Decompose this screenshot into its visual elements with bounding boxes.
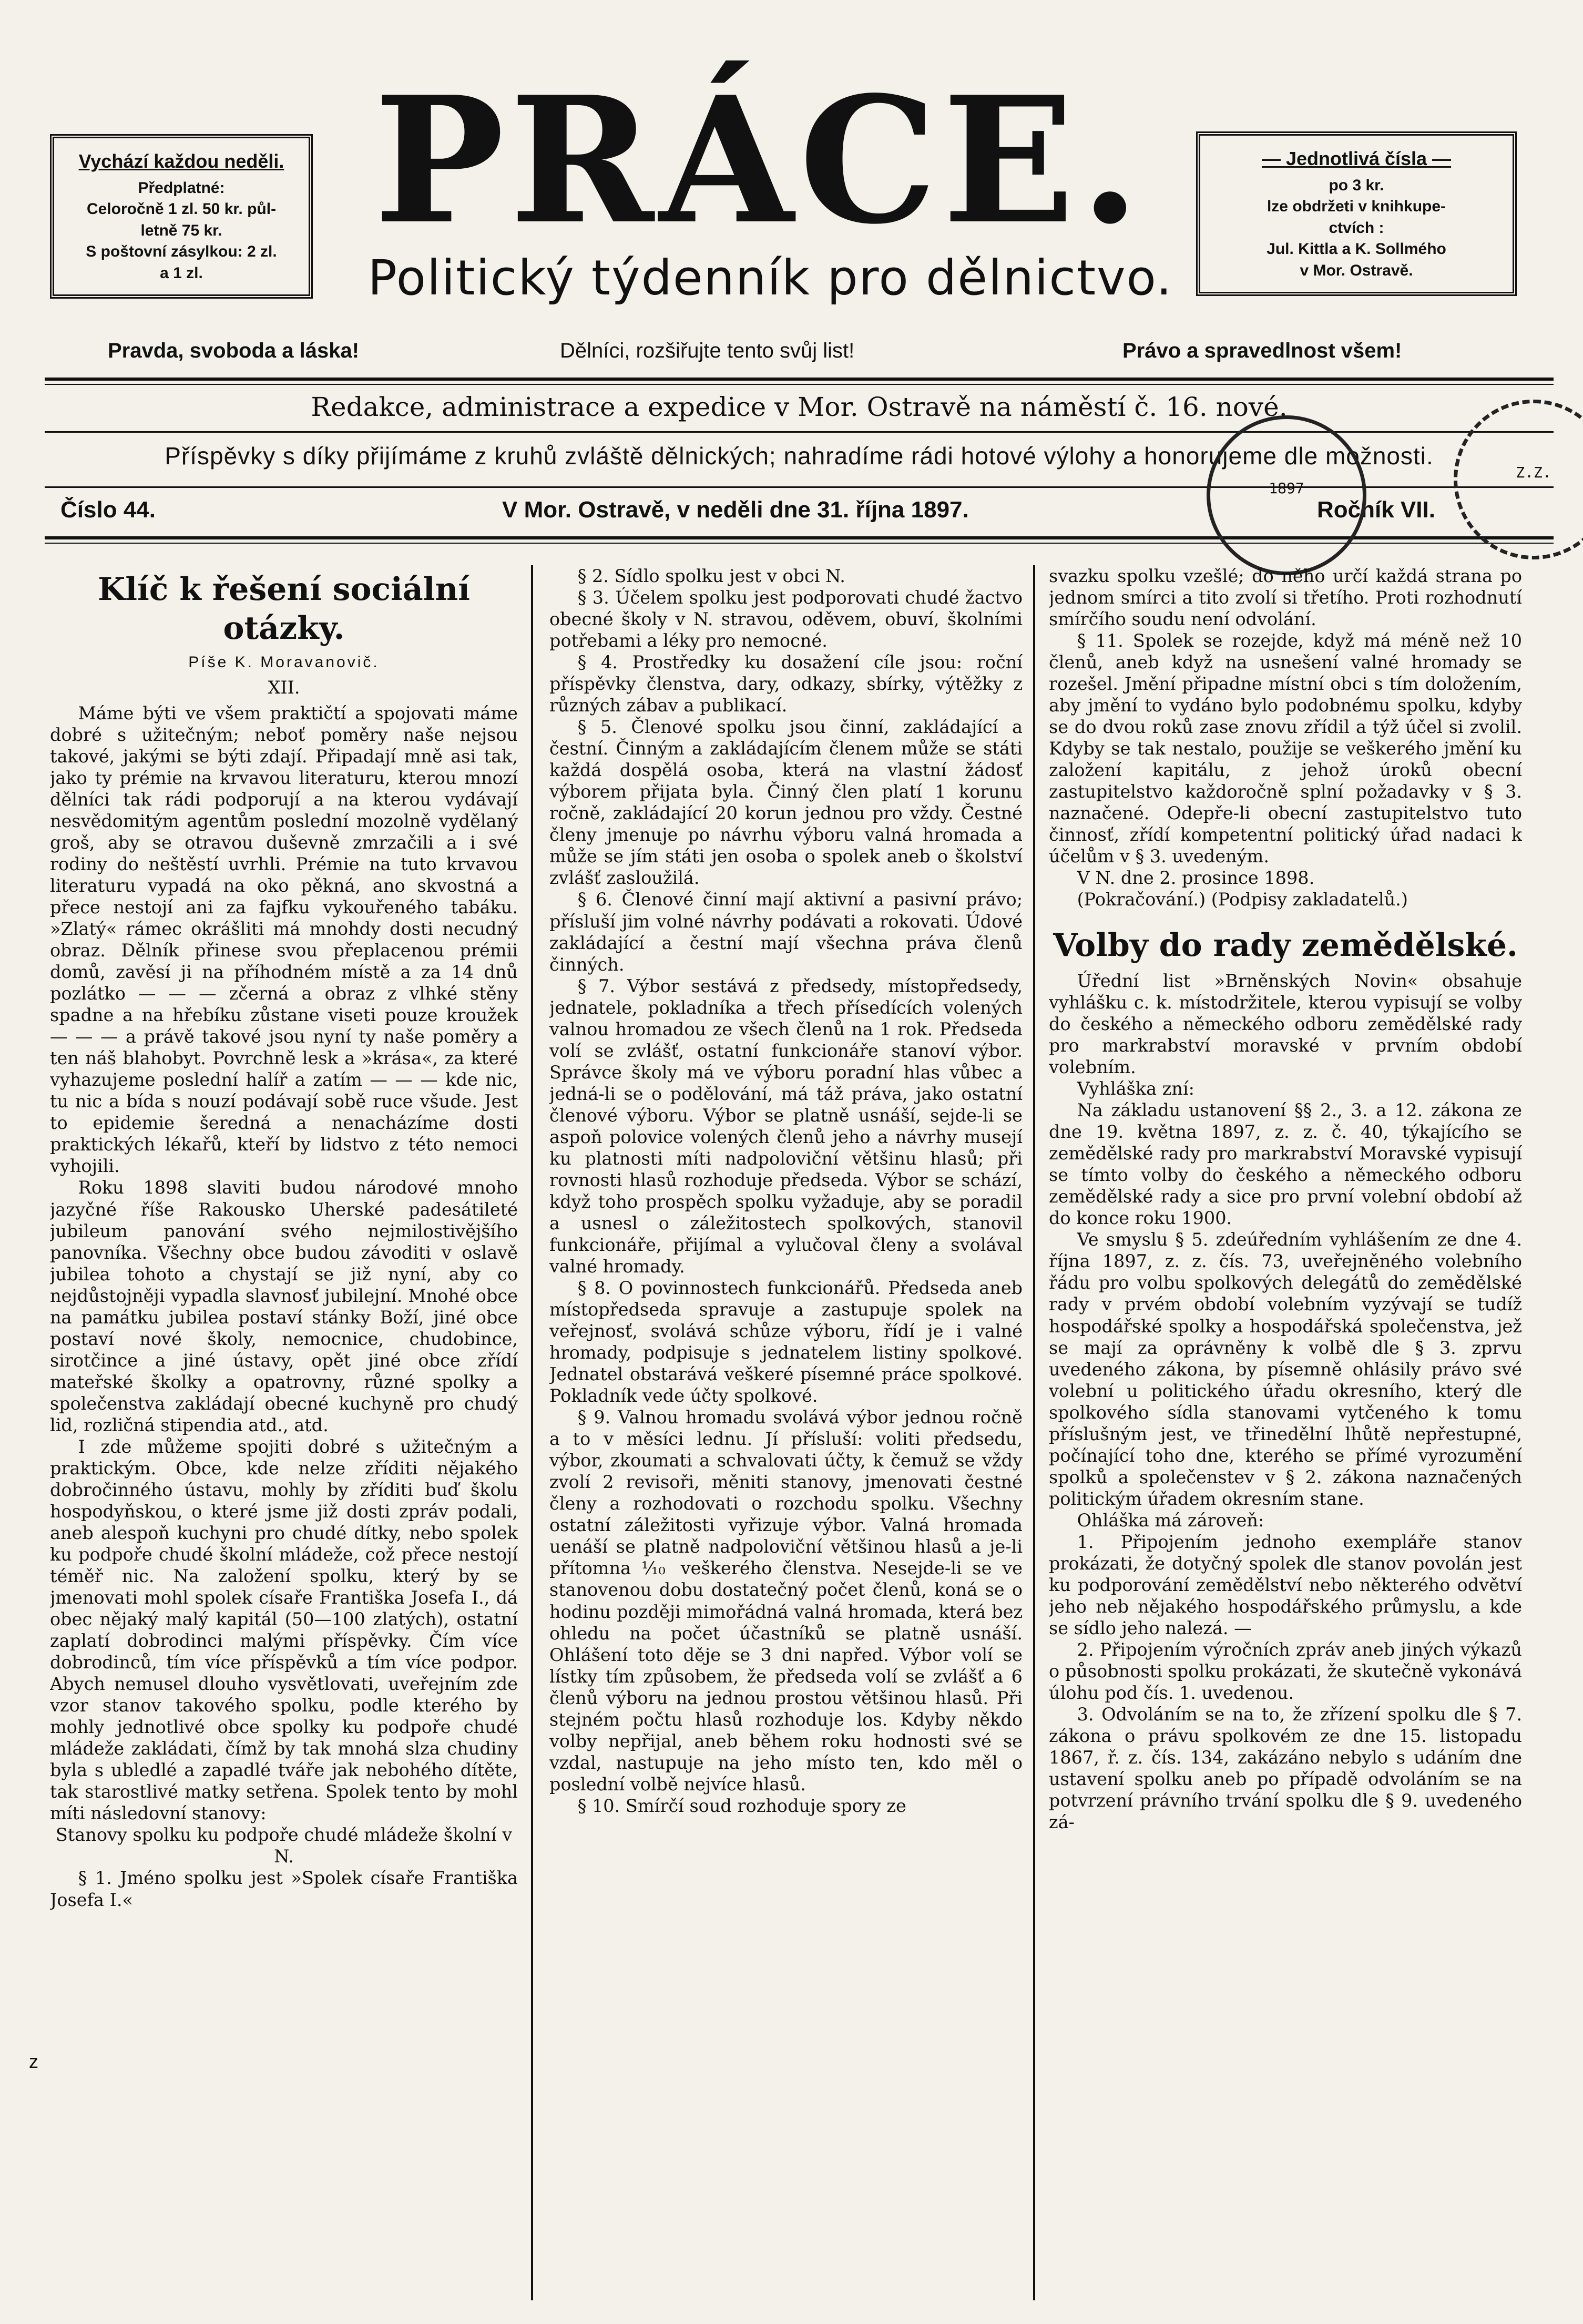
article-byline: Píše K. Moravanovič. [188,654,380,671]
article-paragraph: Na základu ustanovení §§ 2., 3. a 12. zákona ze dne 19. května 1897, z. z. č. 40, týkajícího se zemědělské rady pro markrabství Moravské vypisují se tímto volby do českého a německého odboru zemědělské rady a sice pro první volební období až do konce roku 1900. [1049,1100,1522,1229]
article-title: Volby do rady zemědělské. [1053,926,1518,964]
continuation-note: (Pokračování.) (Podpisy zakladatelů.) [1077,889,1408,910]
statute-paragraph: § 8. O povinnostech funkcionářů. Předseda aneb místopředseda spravuje a zastupuje spolek na veřejnosť, svolává schůze výboru, řídí je i valné hromady, podpisuje s jednatelem listiny spolkové. Jednatel obstarává veškeré písemné práce spolkové. Pokladník vede účty spolkové. [549,1278,1023,1406]
statute-paragraph: § 10. Smírčí soud rozhoduje spory ze [577,1795,906,1816]
motto-right: Právo a spravedlnost všem! [1122,339,1402,362]
single-issue-line: po 3 kr. [1329,176,1384,194]
statute-paragraph: § 4. Prostředky ku dosažení cíle jsou: roční příspěvky členstva, dary, odkazy, sbírky, výtěžky z různých zábav a publikací. [549,652,1023,716]
statute-paragraph: § 6. Členové činní mají aktivní a pasivní právo; přísluší jim volné návrhy podávati a rokovati. Údové zakládající a čestní mají všechna práva členů činných. [549,889,1023,975]
statute-paragraph: svazku spolku vzešlé; do něho určí každá strana po jednom smírci a tito zvolí si třetího. Proti rozhodnutí smírčího soudu není odvolání. [1049,566,1522,630]
contributions-notice: Příspěvky s díky přijímáme z kruhů zvláště dělnických; nahradíme rádi hotové výlohy a honorujeme dle možnosti. [165,442,1434,470]
header-divider [45,384,1554,385]
motto-center: Dělníci, rozšiřujte tento svůj list! [560,339,855,362]
article-paragraph: 2. Připojením výročních zpráv aneb jiných výkazů o působnosti spolku prokázati, že skutečně vykonává úlohu pod čís. 1. uvedenou. [1049,1639,1522,1704]
issue-date: V Mor. Ostravě, v neděli dne 31. října 1897. [502,497,969,523]
newspaper-page [29,0,1554,2324]
motto-left: Pravda, svoboda a láska! [108,339,360,362]
article-paragraph: Máme býti ve všem praktičtí a spojovati máme dobré s užitečným; neboť poměry naše nejsou takové, jakými se býti zdají. Připadají mně asi tak, jako ty prémie na krvavou literaturu, kterou mnozí dělníci tak rádi podporují a na kterou vydávají nesvědomitým agentům poslední mozolně vydělaný groš, aby se otravou duševně zmrzačili a i své rodiny do neštěstí uvrhli. Prémie na tuto krvavou literaturu vypadá na oko pěkná, ano skvostná a přece nestojí ani za fajfku vykouřeného tabáku. »Zlatý« rámec okrášliti má mnohdy dosti necudný obraz. Dělník přinese svou přeplacenou prémii domů, zavěsí ji na příhodném místě a za 14 dnů pozlátko — — — zčerná a obraz z vlhké stěny spadne a na hřebíku zůstane viseti pouze kroužek — — — a právě takové jsou nyní ty naše poměry a ten náš blahobyt. Povrchně lesk a »krása«, za které vyhazujeme poslední halíř a zatím — — — kde nic, tu nic a bída s nouzí podávají sobě ruce všude. Jest to epidemie šeredná a nenacházíme dosti praktických lékařů, kteří by lidstvo z této nemoci vyhojili. [50,702,518,1177]
single-issue-line: Jul. Kittla a K. Sollmého [1267,240,1446,258]
newspaper-subtitle: Politický týdenník pro dělnictvo. [367,250,1173,306]
single-issue-line: v Mor. Ostravě. [1300,261,1413,279]
article-paragraph: 3. Odvoláním se na to, že zřízení spolku dle § 7. zákona o právu spolkovém ze dne 15. listopadu 1867, ř. z. čís. 134, zakázáno nebylo s udáním dne ustavení spolku aneb po případě odvoláním se na potvrzení právního trvání spolku dle § 9. uvedeného zá- [1049,1704,1522,1833]
editorial-address: Redakce, administrace a expedice v Mor. Ostravě na náměstí č. 16. nové. [311,392,1288,422]
article-paragraph: I zde můžeme spojiti dobré s užitečným a praktickým. Obce, kde nelze zříditi nějakého dobročinného ústavu, mohly by zříditi buď školu hospodyňskou, o které jsme již dosti zpráv podali, aneb alespoň kuchyni pro chudé dítky, nebo spolek ku podpoře chudé školní mládeže, což přece nestojí téměř nic. Na založení spolku, který by se jmenovati mohl spolek císaře Františka Josefa I., dá obec nějaký malý kapitál (50—100 zlatých), ostatní zaplatí dobrodinci malými příspěvky. Čím více dobrodinců, tím více příspěvků a tím více podpor. Abych nemusel dlouho vysvětlovati, uveřejním zde vzor stanov takového spolku, podle kterého by mohly jednotlivé obce spolky ku podpoře chudé mládeže zakládati, čímž by tak mnohá slza chudiny byla s ubledlé a zapadlé tváře jak nebohého dítěte, tak starostlivé matky setřena. Spolek tento by mohl míti následovní stanovy: [50,1436,518,1824]
column-1 [50,565,518,2300]
article-paragraph: Úřední list »Brněnských Novin« obsahuje vyhlášku c. k. místodržitele, kterou vypisují se volby do českého a německého odboru zemědělské rady pro markrabství moravské v prvním období volebním. [1049,971,1522,1078]
article-paragraph: § 1. Jméno spolku jest »Spolek císaře Františka Josefa I.« [50,1868,518,1910]
article-paragraph: Roku 1898 slaviti budou národové mnoho jazyčné říše Rakousko Uherské padesátileté jubileum panování svého nejmilostivějšího panovníka. Všechny obce budou závoditi v oslavě jubilea tohoto a chystají se již nyní, aby co nejdůstojněji vypadla slavnosť jubilejní. Mnohé obce na památku jubilea postaví stánky Boží, jiné obce postaví nové školy, nemocnice, chudobince, sirotčince a jiné ústavy, opět jiné obce zřídí mateřské školky a opatrovny, různé spolky a společenstva zakládají obecné kuchyně pro chudý lid, rozličná stipendia atd., atd. [50,1177,518,1435]
subscription-line: a 1 zl. [160,264,203,282]
subscription-line: S poštovní zásylkou: 2 zl. [86,243,277,261]
subscription-line: Celoročně 1 zl. 50 kr. půl- [86,200,277,218]
article-paragraph: Ohláška má zároveň: [1077,1510,1264,1531]
header-divider [45,378,1554,381]
column-divider [1033,565,1035,2300]
margin-mark: z [29,2051,38,2072]
article-title: Klíč k řešení sociální otázky. [98,571,470,647]
column-2 [549,565,1023,2300]
postal-stamp: 1897 [1207,415,1366,575]
article-paragraph: Vyhláška zní: [1077,1078,1194,1099]
column-divider [531,565,533,2300]
newspaper-title: PRÁCE. [374,58,1146,262]
single-issue-line: ctvích : [1329,219,1384,237]
single-issue-line: lze obdržeti v knihkupe- [1267,198,1446,216]
subscription-line: Předplatné: [138,179,225,197]
statutes-heading: Stanovy spolku ku podpoře chudé mládeže školní v N. [55,1824,513,1867]
statute-paragraph: § 7. Výbor sestává z předsedy, místopředsedy, jednatele, pokladníka a třech přísedících volených valnou hromadou ze všech členů na 1 rok. Předseda volí se zvlášť, ostatní funkcionáře stanoví výbor. Správce školy má ve výboru poradní hlas vůbec a jedná-li se o podělování, má táž práva, jako ostatní členové výboru. Výbor se platně usnáší, sejde-li se aspoň polovice volených členů jeho a návrhy musejí ku platnosti míti nadpoloviční většinu hlasů; při rovnosti hlasů rozhoduje předseda. Výbor se schází, když toho prospěch spolku vyžaduje, aby se poradil a usnesl o záležitostech spolkových, stanovil funkcionáře, přijímal a vylučoval členy a svolával valné hromady. [549,975,1023,1277]
issue-year: Ročník VII. [1317,497,1435,523]
statute-paragraph: § 11. Spolek se rozejde, když má méně než 10 členů, aneb když na usnešení valné hromady se rozešel. Jmění připadne místní obci s tím doložením, aby jmění to vydáno bylo podobnému spolku, kdyby se do dvou roků zase znovu zřídil a týž účel si zvolil. Kdyby se tak nestalo, použije se veškerého jmění ku založení kapitálu, z jehož úroků obecní zastupitelstvo každoročně splní požadavky v § 3. naznačené. Odepře-li obecní zastupitelstvo tuto činnosť, zřídí kompetentní politický úřad nadaci k účelům v § 3. uvedeným. [1049,630,1522,867]
article-section-number: XII. [268,677,300,698]
single-issue-heading: — Jednotlivá čísla — [1261,148,1452,169]
article-paragraph: 1. Připojením jednoho exempláře stanov prokázati, že dotyčný spolek dle stanov povolán jest ku podporování zemědělství nebo některého odvětví jeho neb nějakého hospodářského průmyslu, a kde se sídlo jeho nalezá. — [1049,1531,1522,1638]
subscription-box [50,134,313,299]
statute-paragraph: § 9. Valnou hromadu svolává výbor jednou ročně a to v měsíci lednu. Jí přísluší: voliti předsedu, výbor, zkoumati a schvalovati účty, k čemuž se vždy zvolí 2 revisoři, měniti stanovy, jmenovati čestné členy a rozhodovati o rozchodu spolku. Všechny ostatní záležitosti vyřizuje výbor. Valná hromada uenáší se platně nadpoloviční většinou hlasů a je-li přítomna ⅒ veškerého členstva. Nesejde-li se ve stanovenou dobu dostatečný počet členů, koná se o hodinu později mimořádná valná hromada, která bez ohledu na počet účastníků se platně usnáší. Ohlášení toto děje se 3 dni napřed. Výbor volí se lístky tím způsobem, že předseda volí se zvlášť a 6 členů výboru na jednou prostou většinou hlasů. Při stejném počtu hlasů rozhoduje los. Kdyby někdo volby nepřijal, aneb během roku hodnosti své se vzdal, nastupuje na jeho místo ten, kdo měl o poslední volbě nejvíce hlasů. [549,1407,1023,1795]
statute-date: V N. dne 2. prosince 1898. [1077,868,1315,889]
subscription-line: letně 75 kr. [140,221,222,239]
issue-number: Číslo 44. [60,497,156,523]
statute-paragraph: § 3. Účelem spolku jest podporovati chudé žactvo obecné školy v N. stravou, oděvem, obuví, školními potřebami a léky pro nemocné. [549,587,1023,651]
column-3 [1049,565,1522,2300]
library-stamp: Z.Z. [1454,400,1583,559]
single-issue-box [1196,131,1517,296]
subscription-heading: Vychází každou neděli. [78,150,284,172]
statute-paragraph: § 5. Členové spolku jsou činní, zakládající a čestní. Činným a zakládajícím členem může se státi každá dospělá osoba, která na vlastní žádosť výborem přijata byla. Činný člen platí 1 korunu ročně, zakládající 20 korun jednou pro vždy. Čestné členy jmenuje po návrhu výboru valná hromada a může se jím státi jen osoba o spolek aneb o školství zvlášť zasloužilá. [549,717,1023,889]
statute-paragraph: § 2. Sídlo spolku jest v obci N. [577,566,845,586]
article-paragraph: Ve smyslu § 5. zdeúředním vyhlášením ze dne 4. října 1897, z. z. čís. 73, uveřejněného volebního řádu pro volbu spolkových delegátů do zemědělské rady v prvém období volebním vyzývají se tudíž hospodářské spolky a hospodářská společenstva, jež se mají za oprávněny k volbě dle § 3. zprvu uvedeného zákona, by písemně ohlásily právo své volební u politického úřadu okresního, který dle spolkového sídla stanovami vytčeného k tomu příslušným jest, ve třinedělní lhůtě nepřestupné, počínající toho dne, kterého se přímé vyrozumění spolků a společenstev v § 2. zákona naznačených politickým úřadem okresním stane. [1049,1229,1522,1509]
